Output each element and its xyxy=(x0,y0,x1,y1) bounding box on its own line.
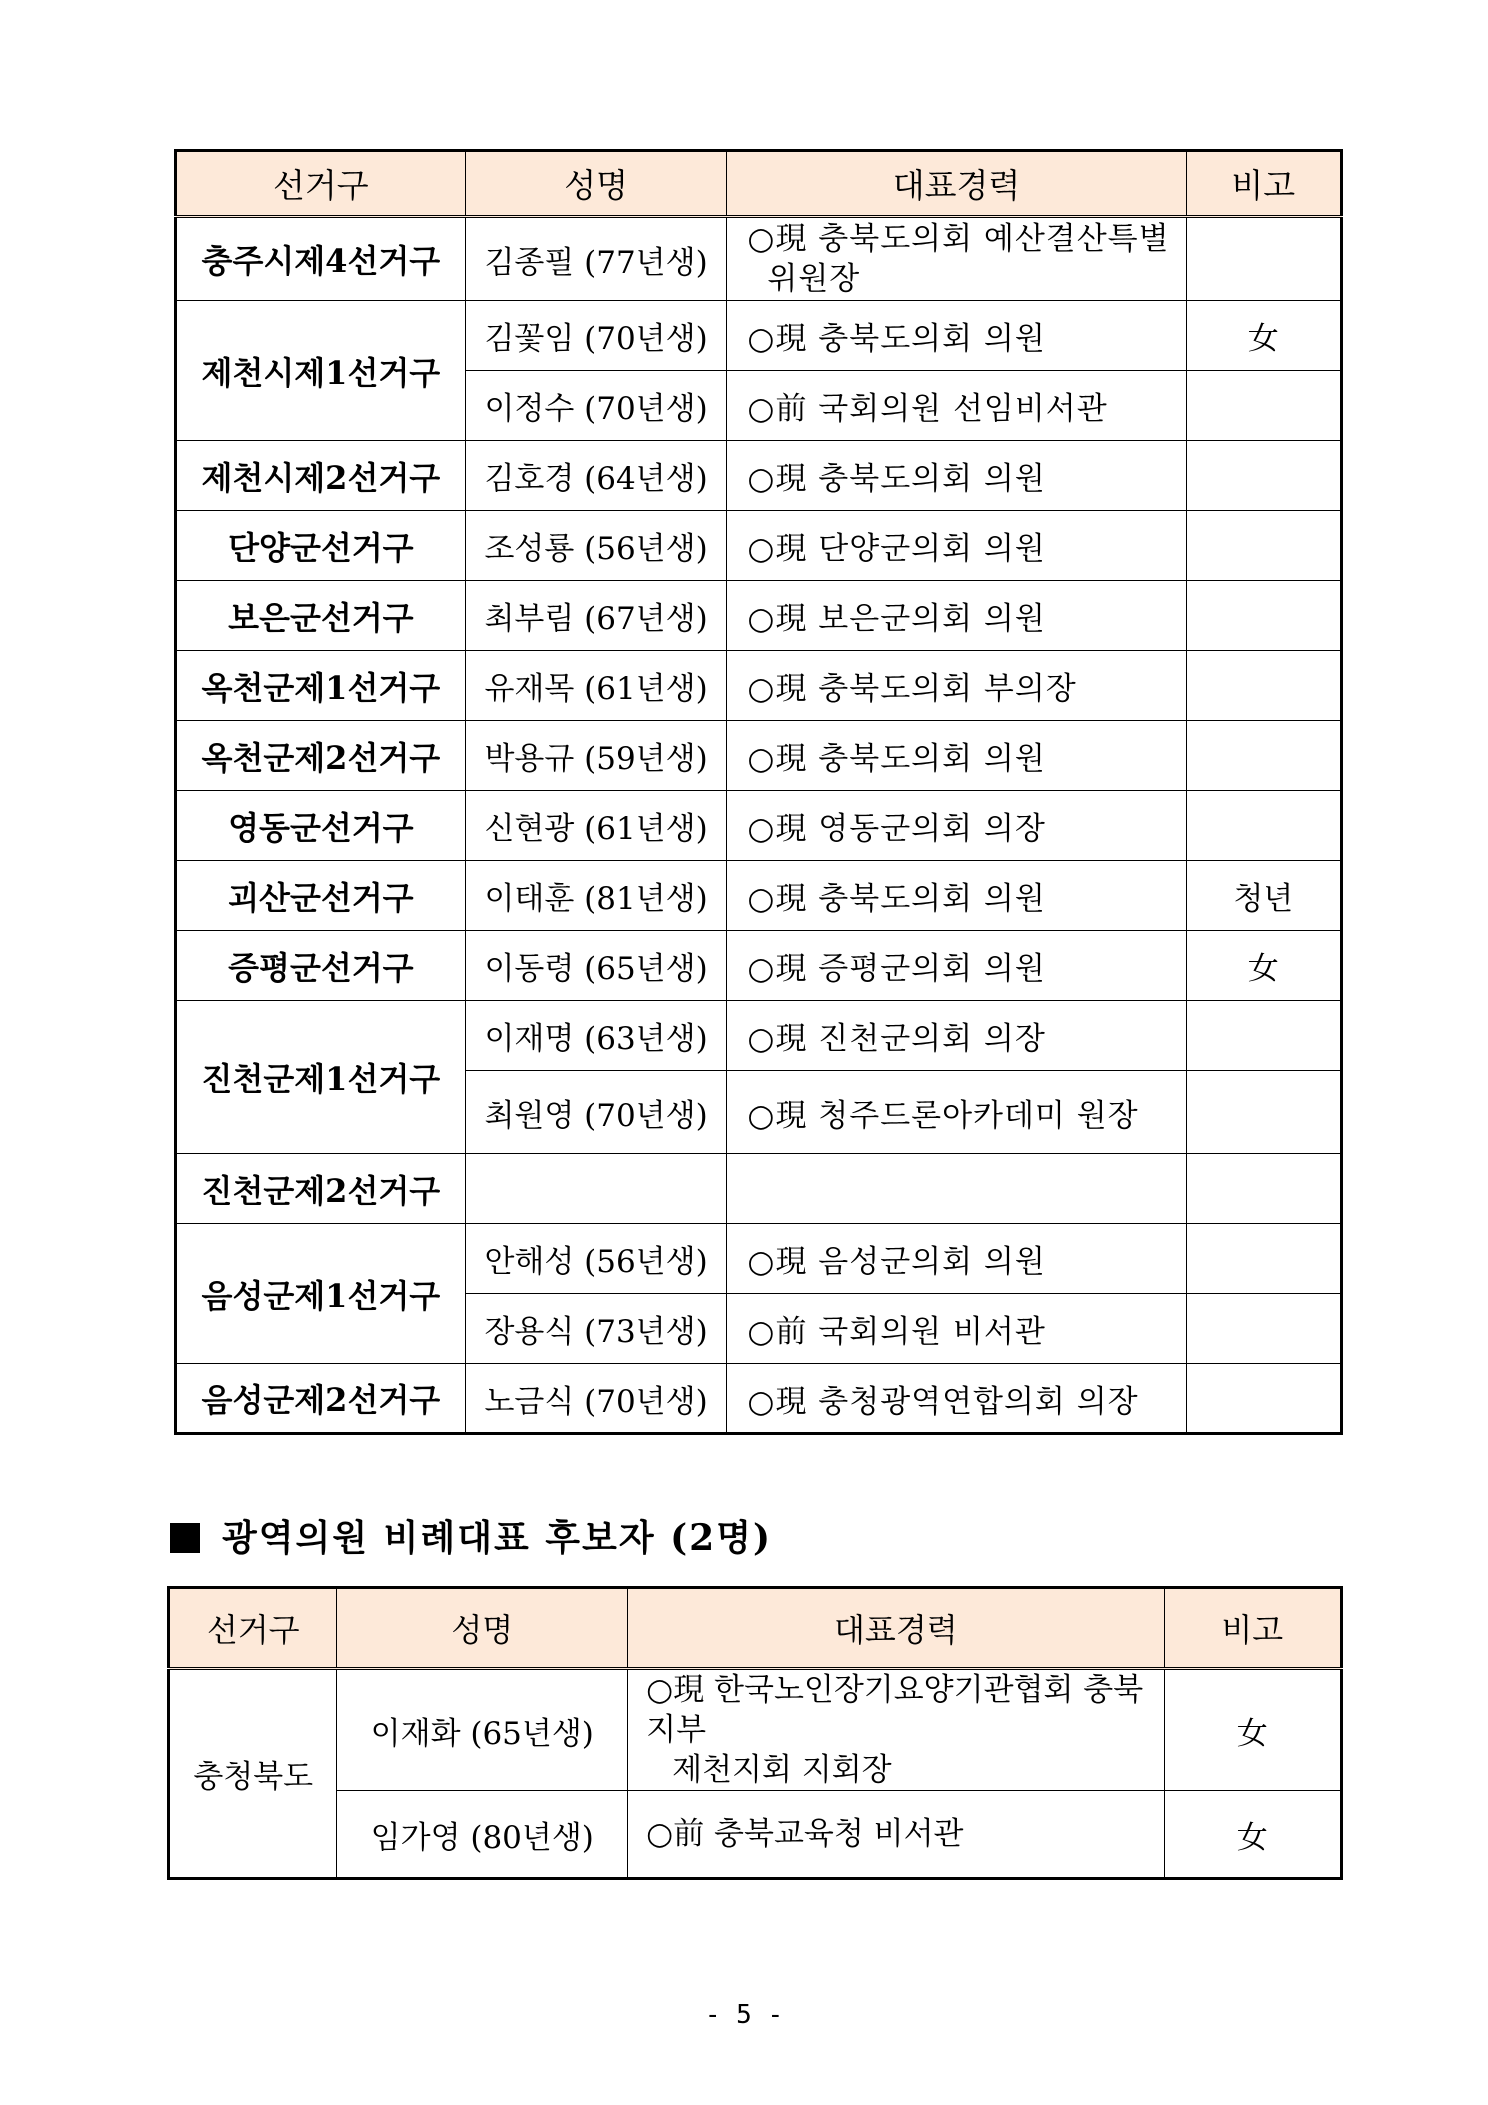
name-cell: 김호경 (64년생) xyxy=(465,441,727,511)
note-cell xyxy=(1186,217,1341,301)
career-line: 제천지회 지회장 xyxy=(672,1752,892,1788)
district-cell: 괴산군선거구 xyxy=(176,861,466,931)
career-line: ○現 한국노인장기요양기관협회 충북지부 xyxy=(646,1672,1144,1748)
district-cell: 단양군선거구 xyxy=(176,511,466,581)
note-cell: 청년 xyxy=(1186,861,1341,931)
note-cell: 女 xyxy=(1164,1669,1341,1791)
career-cell xyxy=(727,1154,1186,1224)
name-cell: 임가영 (80년생) xyxy=(337,1791,628,1879)
name-cell: 이정수 (70년생) xyxy=(465,371,727,441)
note-cell xyxy=(1186,1154,1341,1224)
note-cell xyxy=(1186,651,1341,721)
column-header-district: 선거구 xyxy=(176,151,466,217)
table-row xyxy=(169,1791,1342,1879)
table-row xyxy=(176,441,1342,511)
district-cell: 음성군제1선거구 xyxy=(176,1224,466,1364)
district-cell: 보은군선거구 xyxy=(176,581,466,651)
note-cell xyxy=(1186,1001,1341,1071)
career-cell: ○前 국회의원 비서관 xyxy=(727,1294,1186,1364)
name-cell: 신현광 (61년생) xyxy=(465,791,727,861)
career-cell: ○現 음성군의회 의원 xyxy=(727,1224,1186,1294)
note-cell: 女 xyxy=(1164,1791,1341,1879)
note-cell xyxy=(1186,1071,1341,1154)
name-cell: 유재목 (61년생) xyxy=(465,651,727,721)
district-cell: 음성군제2선거구 xyxy=(176,1364,466,1434)
district-cell: 영동군선거구 xyxy=(176,791,466,861)
name-cell xyxy=(465,1154,727,1224)
district-cell: 충청북도 xyxy=(169,1669,337,1879)
table-row xyxy=(176,651,1342,721)
name-cell: 이재명 (63년생) xyxy=(465,1001,727,1071)
career-cell xyxy=(727,217,1186,301)
table-header-row xyxy=(176,151,1342,217)
section-title: 광역의원 비례대표 후보자 (2명) xyxy=(222,1517,773,1559)
section-heading xyxy=(170,1510,772,1561)
note-cell xyxy=(1186,511,1341,581)
name-cell: 장용식 (73년생) xyxy=(465,1294,727,1364)
note-cell: 女 xyxy=(1186,931,1341,1001)
note-cell xyxy=(1186,581,1341,651)
note-cell xyxy=(1186,1294,1341,1364)
district-cell: 옥천군제2선거구 xyxy=(176,721,466,791)
name-cell: 안해성 (56년생) xyxy=(465,1224,727,1294)
table-header-row xyxy=(169,1588,1342,1669)
career-cell: ○現 단양군의회 의원 xyxy=(727,511,1186,581)
note-cell xyxy=(1186,441,1341,511)
career-cell: ○現 충북도의회 부의장 xyxy=(727,651,1186,721)
district-cell: 제천시제2선거구 xyxy=(176,441,466,511)
note-cell xyxy=(1186,791,1341,861)
table-row xyxy=(176,217,1342,301)
column-header-name: 성명 xyxy=(465,151,727,217)
table-row xyxy=(176,1364,1342,1434)
career-cell: ○前 국회의원 선임비서관 xyxy=(727,371,1186,441)
name-cell: 김꽃임 (70년생) xyxy=(465,301,727,371)
table-row xyxy=(176,301,1342,371)
table-row xyxy=(176,931,1342,1001)
table-row xyxy=(176,1154,1342,1224)
district-cell: 제천시제1선거구 xyxy=(176,301,466,441)
note-cell xyxy=(1186,1364,1341,1434)
career-cell: ○現 진천군의회 의장 xyxy=(727,1001,1186,1071)
candidates-table xyxy=(174,149,1343,1435)
district-cell: 옥천군제1선거구 xyxy=(176,651,466,721)
table-row xyxy=(176,1001,1342,1071)
column-header-career: 대표경력 xyxy=(628,1588,1164,1669)
column-header-note: 비고 xyxy=(1186,151,1341,217)
name-cell: 이재화 (65년생) xyxy=(337,1669,628,1791)
career-line: 위원장 xyxy=(767,261,861,297)
career-cell: ○現 충북도의회 의원 xyxy=(727,721,1186,791)
column-header-note: 비고 xyxy=(1164,1588,1341,1669)
column-header-career: 대표경력 xyxy=(727,151,1186,217)
name-cell: 이동령 (65년생) xyxy=(465,931,727,1001)
table-row xyxy=(176,581,1342,651)
note-cell xyxy=(1186,721,1341,791)
career-line: ○現 충북도의회 예산결산특별 xyxy=(747,221,1170,257)
table-row xyxy=(176,721,1342,791)
name-cell: 조성룡 (56년생) xyxy=(465,511,727,581)
career-cell xyxy=(628,1669,1164,1791)
district-cell: 충주시제4선거구 xyxy=(176,217,466,301)
page-number: - 5 - xyxy=(704,2000,784,2030)
table-row xyxy=(176,1224,1342,1294)
name-cell: 노금식 (70년생) xyxy=(465,1364,727,1434)
career-cell: ○現 영동군의회 의장 xyxy=(727,791,1186,861)
black-square-icon xyxy=(170,1523,200,1553)
career-cell: ○現 충북도의회 의원 xyxy=(727,441,1186,511)
district-cell: 진천군제1선거구 xyxy=(176,1001,466,1154)
column-header-district: 선거구 xyxy=(169,1588,337,1669)
name-cell: 이태훈 (81년생) xyxy=(465,861,727,931)
career-cell: ○現 충북도의회 의원 xyxy=(727,861,1186,931)
career-cell: ○現 보은군의회 의원 xyxy=(727,581,1186,651)
career-cell: ○前 충북교육청 비서관 xyxy=(628,1791,1164,1879)
career-cell: ○現 충북도의회 의원 xyxy=(727,301,1186,371)
note-cell: 女 xyxy=(1186,301,1341,371)
note-cell xyxy=(1186,371,1341,441)
column-header-name: 성명 xyxy=(337,1588,628,1669)
table-row xyxy=(176,511,1342,581)
career-cell: ○現 청주드론아카데미 원장 xyxy=(727,1071,1186,1154)
name-cell: 최부림 (67년생) xyxy=(465,581,727,651)
table-row xyxy=(169,1669,1342,1791)
career-cell: ○現 증평군의회 의원 xyxy=(727,931,1186,1001)
table-row xyxy=(176,861,1342,931)
proportional-candidates-table xyxy=(167,1586,1343,1880)
district-cell: 증평군선거구 xyxy=(176,931,466,1001)
table-row xyxy=(176,791,1342,861)
district-cell: 진천군제2선거구 xyxy=(176,1154,466,1224)
name-cell: 김종필 (77년생) xyxy=(465,217,727,301)
name-cell: 최원영 (70년생) xyxy=(465,1071,727,1154)
name-cell: 박용규 (59년생) xyxy=(465,721,727,791)
note-cell xyxy=(1186,1224,1341,1294)
career-cell: ○現 충청광역연합의회 의장 xyxy=(727,1364,1186,1434)
